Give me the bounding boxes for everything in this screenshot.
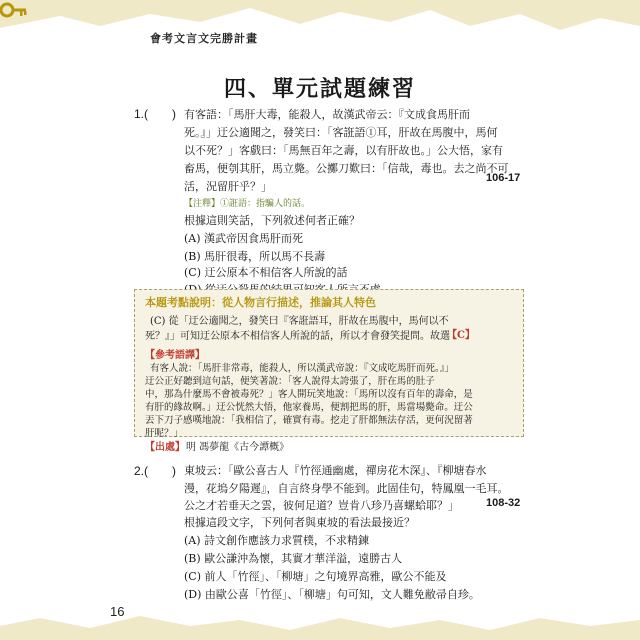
footer-mountain-decoration	[0, 612, 640, 640]
source-text: 明 馮夢龍《古今譚概》	[186, 442, 290, 453]
q2-line: 漫，花塢夕陽遲』，自言終身學不能到。此固佳句，特鳳凰一毛耳。	[184, 482, 509, 495]
key-icon	[0, 0, 28, 20]
q2-option-a: (A) 詩文創作應該力求質樸，不求精鍊	[184, 534, 370, 547]
q2-line: 東坡云：「歐公喜古人『竹徑通幽處，禪房花木深』、『柳塘春水	[184, 464, 487, 477]
q2-option-d: (D) 由歐公喜「竹徑」、「柳塘」句可知，文人難免敝帚自珍。	[184, 588, 480, 601]
reference-line: 迂公正好聽到這句話，便笑著說：「客人說得太誇張了，肝在馬的肚子	[145, 376, 435, 387]
source-label: 【出處】	[145, 442, 185, 453]
q1-line: 畜馬，便刳其肝，馬立斃。公擲刀歎曰：「信哉，毒也。去之尚不可	[184, 162, 509, 175]
explanation-line: (C) 從「迂公適聞之，發笑曰『客誑語耳，肝故在馬腹中，馬何以不	[150, 316, 449, 327]
q1-exam-code: 106-17	[486, 172, 521, 184]
q2-option-b: (B) 歐公謙沖為懷，其實才華洋溢，遠勝古人	[184, 552, 403, 565]
reference-line: 有客人說：「馬肝非常毒，能殺人，所以漢武帝說：『文成吃馬肝而死。』」	[150, 363, 455, 374]
q1-stem: 根據這則笑話，下列敘述何者正確？	[184, 214, 360, 227]
page-header	[0, 0, 640, 54]
q2-line: 公之才若垂天之雲，彼何足道？豈肯八珍乃喜螺蛤耶？」	[184, 499, 459, 512]
explanation-title: 本題考點說明：從人物言行描述，推論其人特色	[145, 296, 376, 309]
reference-line: 肝呢？」	[145, 428, 184, 439]
q1-option-b: (B) 馬肝很毒，所以馬不長壽	[184, 250, 326, 263]
q2-option-c: (C) 前人「竹徑」、「柳塘」之句境界高雅，歐公不能及	[184, 570, 447, 583]
q1-option-a: (A) 漢武帝因食馬肝而死	[184, 232, 304, 245]
book-title: 會考文言文完勝計畫	[150, 32, 258, 45]
q2-stem: 根據這段文字，下列何者與東坡的看法最接近？	[184, 516, 415, 529]
q1-line: 有客語：「馬肝大毒，能殺人，故漢武帝云：『文成食馬肝而	[184, 108, 470, 121]
answer-label: 【C】	[447, 330, 475, 341]
page-number: 16	[110, 604, 125, 619]
q2-exam-code: 108-32	[486, 497, 521, 509]
explanation-line: 死？』」可知迂公原本不相信客人所說的話，所以才會發笑提問。故選	[145, 331, 450, 342]
reference-line: 丟下刀子感嘆地說：「我相信了，確實有毒。挖走了肝都無法存活，更何況留著	[145, 415, 473, 426]
header-mountain-decoration	[0, 0, 640, 54]
reference-line: 中，那為什麼馬不會被毒死？」客人開玩笑地說：「馬所以沒有百年的壽命，是	[145, 389, 473, 400]
q2-number: 2.( )	[134, 464, 177, 478]
q1-line: 活，況留肝乎？」	[184, 180, 272, 193]
reference-title: 【參考語譯】	[145, 350, 205, 361]
reference-line: 有肝的緣故啊。」迂公恍然大悟，他家養馬，便割把馬的肝，馬當場斃命。迂公	[145, 402, 473, 413]
q1-option-c: (C) 迂公原本不相信客人所說的話	[184, 266, 348, 279]
q1-line: 死。』」迂公適聞之，發笑曰：「客誑語①耳，肝故在馬腹中，馬何	[184, 126, 498, 139]
q1-note: 【注釋】①誑語：指騙人的話。	[184, 199, 311, 209]
section-title: 四、單元試題練習	[223, 77, 416, 102]
q1-line: 以不死？」客戲曰：「馬無百年之壽，以有肝故也。」公大悟，家有	[184, 144, 503, 157]
q1-number: 1.( )	[134, 107, 177, 121]
